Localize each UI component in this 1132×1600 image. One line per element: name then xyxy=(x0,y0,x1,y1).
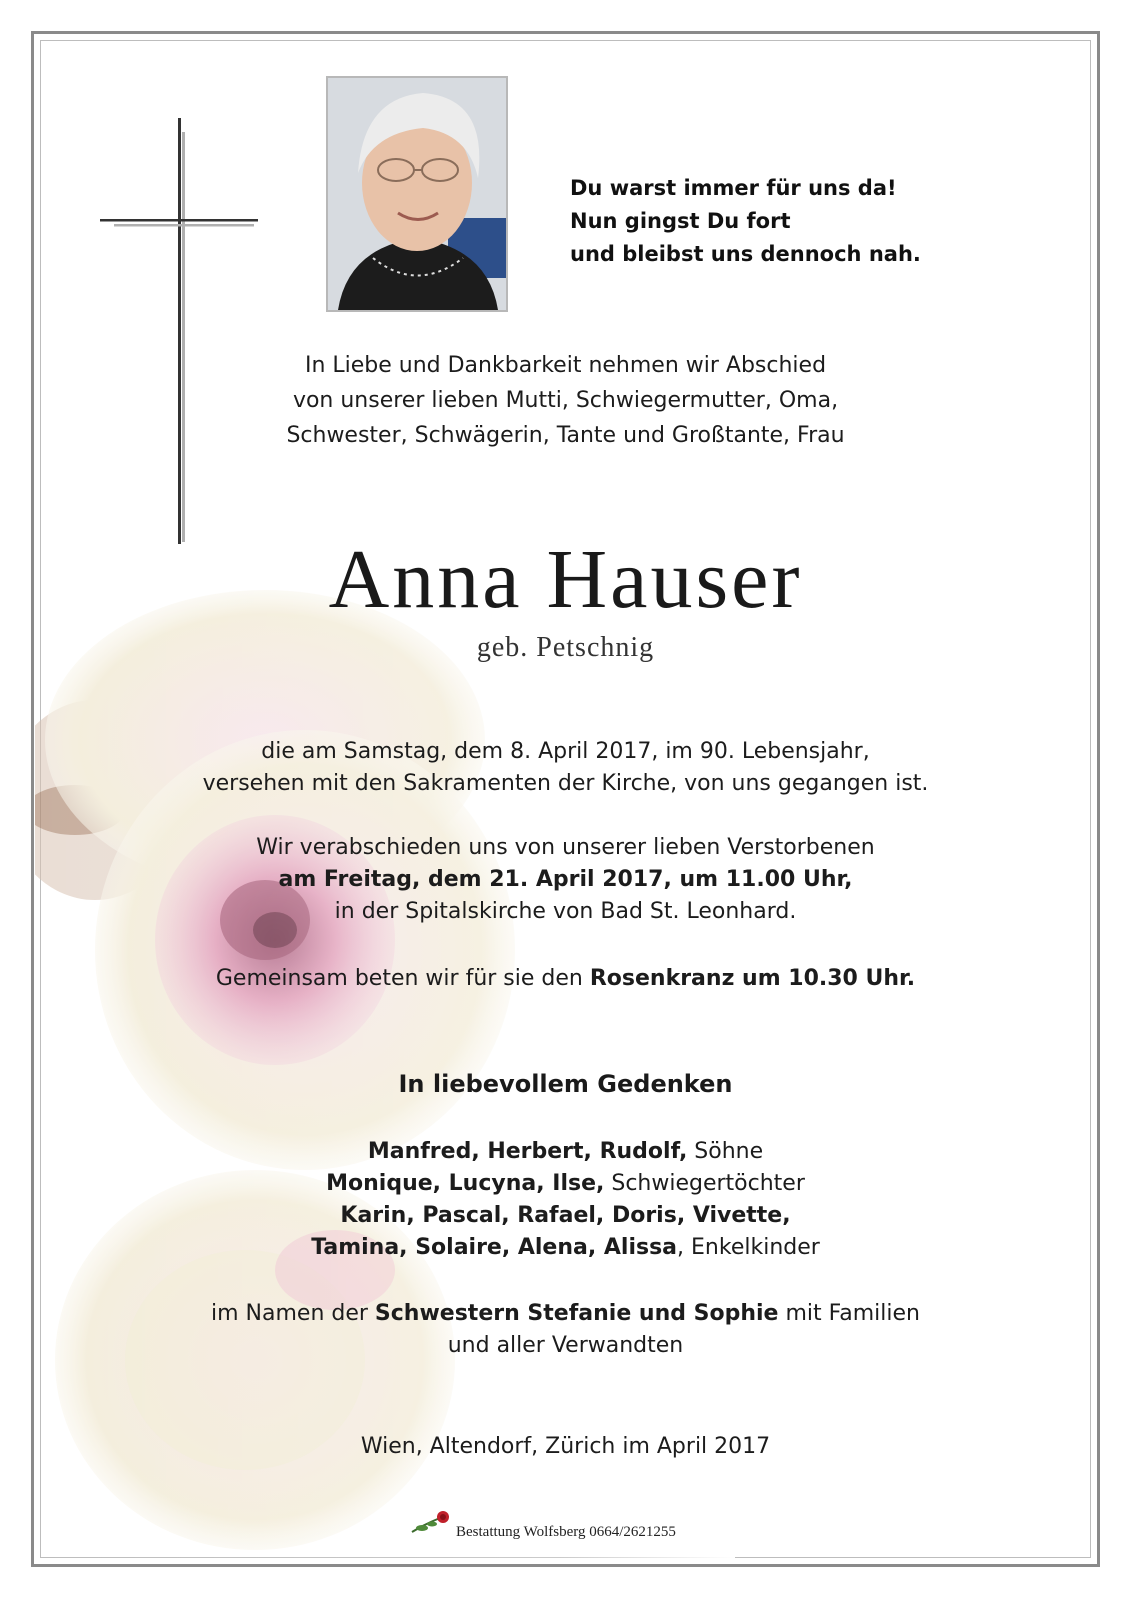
mourner-row xyxy=(40,1200,1091,1232)
mourner-relation: Söhne xyxy=(687,1139,764,1164)
intro-line: von unserer lieben Mutti, Schwiegermutter, Oma, xyxy=(292,388,839,413)
mourner-row xyxy=(40,1168,1091,1200)
funeral-place: in der Spitalskirche von Bad St. Leonhard. xyxy=(334,899,797,924)
mourner-row xyxy=(40,1136,1091,1168)
verse-line: Nun gingst Du fort xyxy=(570,209,791,233)
death-line: die am Samstag, dem 8. April 2017, im 90. Lebensjahr, xyxy=(261,739,870,764)
funeral-date: am Freitag, dem 21. April 2017, um 11.00 Uhr, xyxy=(278,867,853,892)
place-date: Wien, Altendorf, Zürich im April 2017 xyxy=(360,1434,771,1459)
rosary-prefix: Gemeinsam beten wir für sie den xyxy=(215,966,590,991)
mourner-names: Monique, Lucyna, Ilse, xyxy=(326,1171,605,1196)
verse-line: und bleibst uns dennoch nah. xyxy=(570,242,921,266)
relatives-line: und aller Verwandten xyxy=(447,1333,684,1358)
intro-text xyxy=(40,348,1091,453)
rosary-notice xyxy=(40,962,1091,995)
death-notice xyxy=(40,736,1091,800)
funeral-details xyxy=(40,832,1091,928)
mourner-names: Karin, Pascal, Rafael, Doris, Vivette, xyxy=(340,1203,791,1228)
rosary-time: Rosenkranz um 10.30 Uhr. xyxy=(589,966,916,991)
siblings-notice xyxy=(40,1298,1091,1362)
intro-line: Schwester, Schwägerin, Tante und Großtante, Frau xyxy=(286,423,845,448)
death-line: versehen mit den Sakramenten der Kirche, von uns gegangen ist. xyxy=(202,771,929,796)
mourners-list xyxy=(40,1136,1091,1264)
maiden-name: geb. Petschnig xyxy=(476,632,655,663)
verse-line: Du warst immer für uns da! xyxy=(570,176,897,200)
footer xyxy=(410,1510,676,1541)
siblings-prefix: im Namen der xyxy=(211,1301,375,1326)
verse xyxy=(570,172,930,271)
deceased-name: Anna Hauser xyxy=(328,533,803,626)
mourner-names: Tamina, Solaire, Alena, Alissa xyxy=(311,1235,678,1260)
mourner-relation: , Enkelkinder xyxy=(677,1235,820,1260)
funeral-home: Bestattung Wolfsberg 0664/2621255 xyxy=(456,1524,676,1540)
mourners-heading: In liebevollem Gedenken xyxy=(398,1070,733,1098)
mourner-names: Manfred, Herbert, Rudolf, xyxy=(367,1139,688,1164)
intro-line: In Liebe und Dankbarkeit nehmen wir Abschied xyxy=(304,353,827,378)
siblings-suffix: mit Familien xyxy=(778,1301,920,1326)
siblings-names: Schwestern Stefanie und Sophie xyxy=(374,1301,779,1326)
mourner-row xyxy=(40,1232,1091,1264)
cross-icon xyxy=(100,118,260,553)
funeral-line: Wir verabschieden uns von unserer lieben Verstorbenen xyxy=(256,835,875,860)
rose-icon xyxy=(410,1510,452,1541)
portrait-photo xyxy=(326,76,508,312)
mourner-relation: Schwiegertöchter xyxy=(604,1171,805,1196)
